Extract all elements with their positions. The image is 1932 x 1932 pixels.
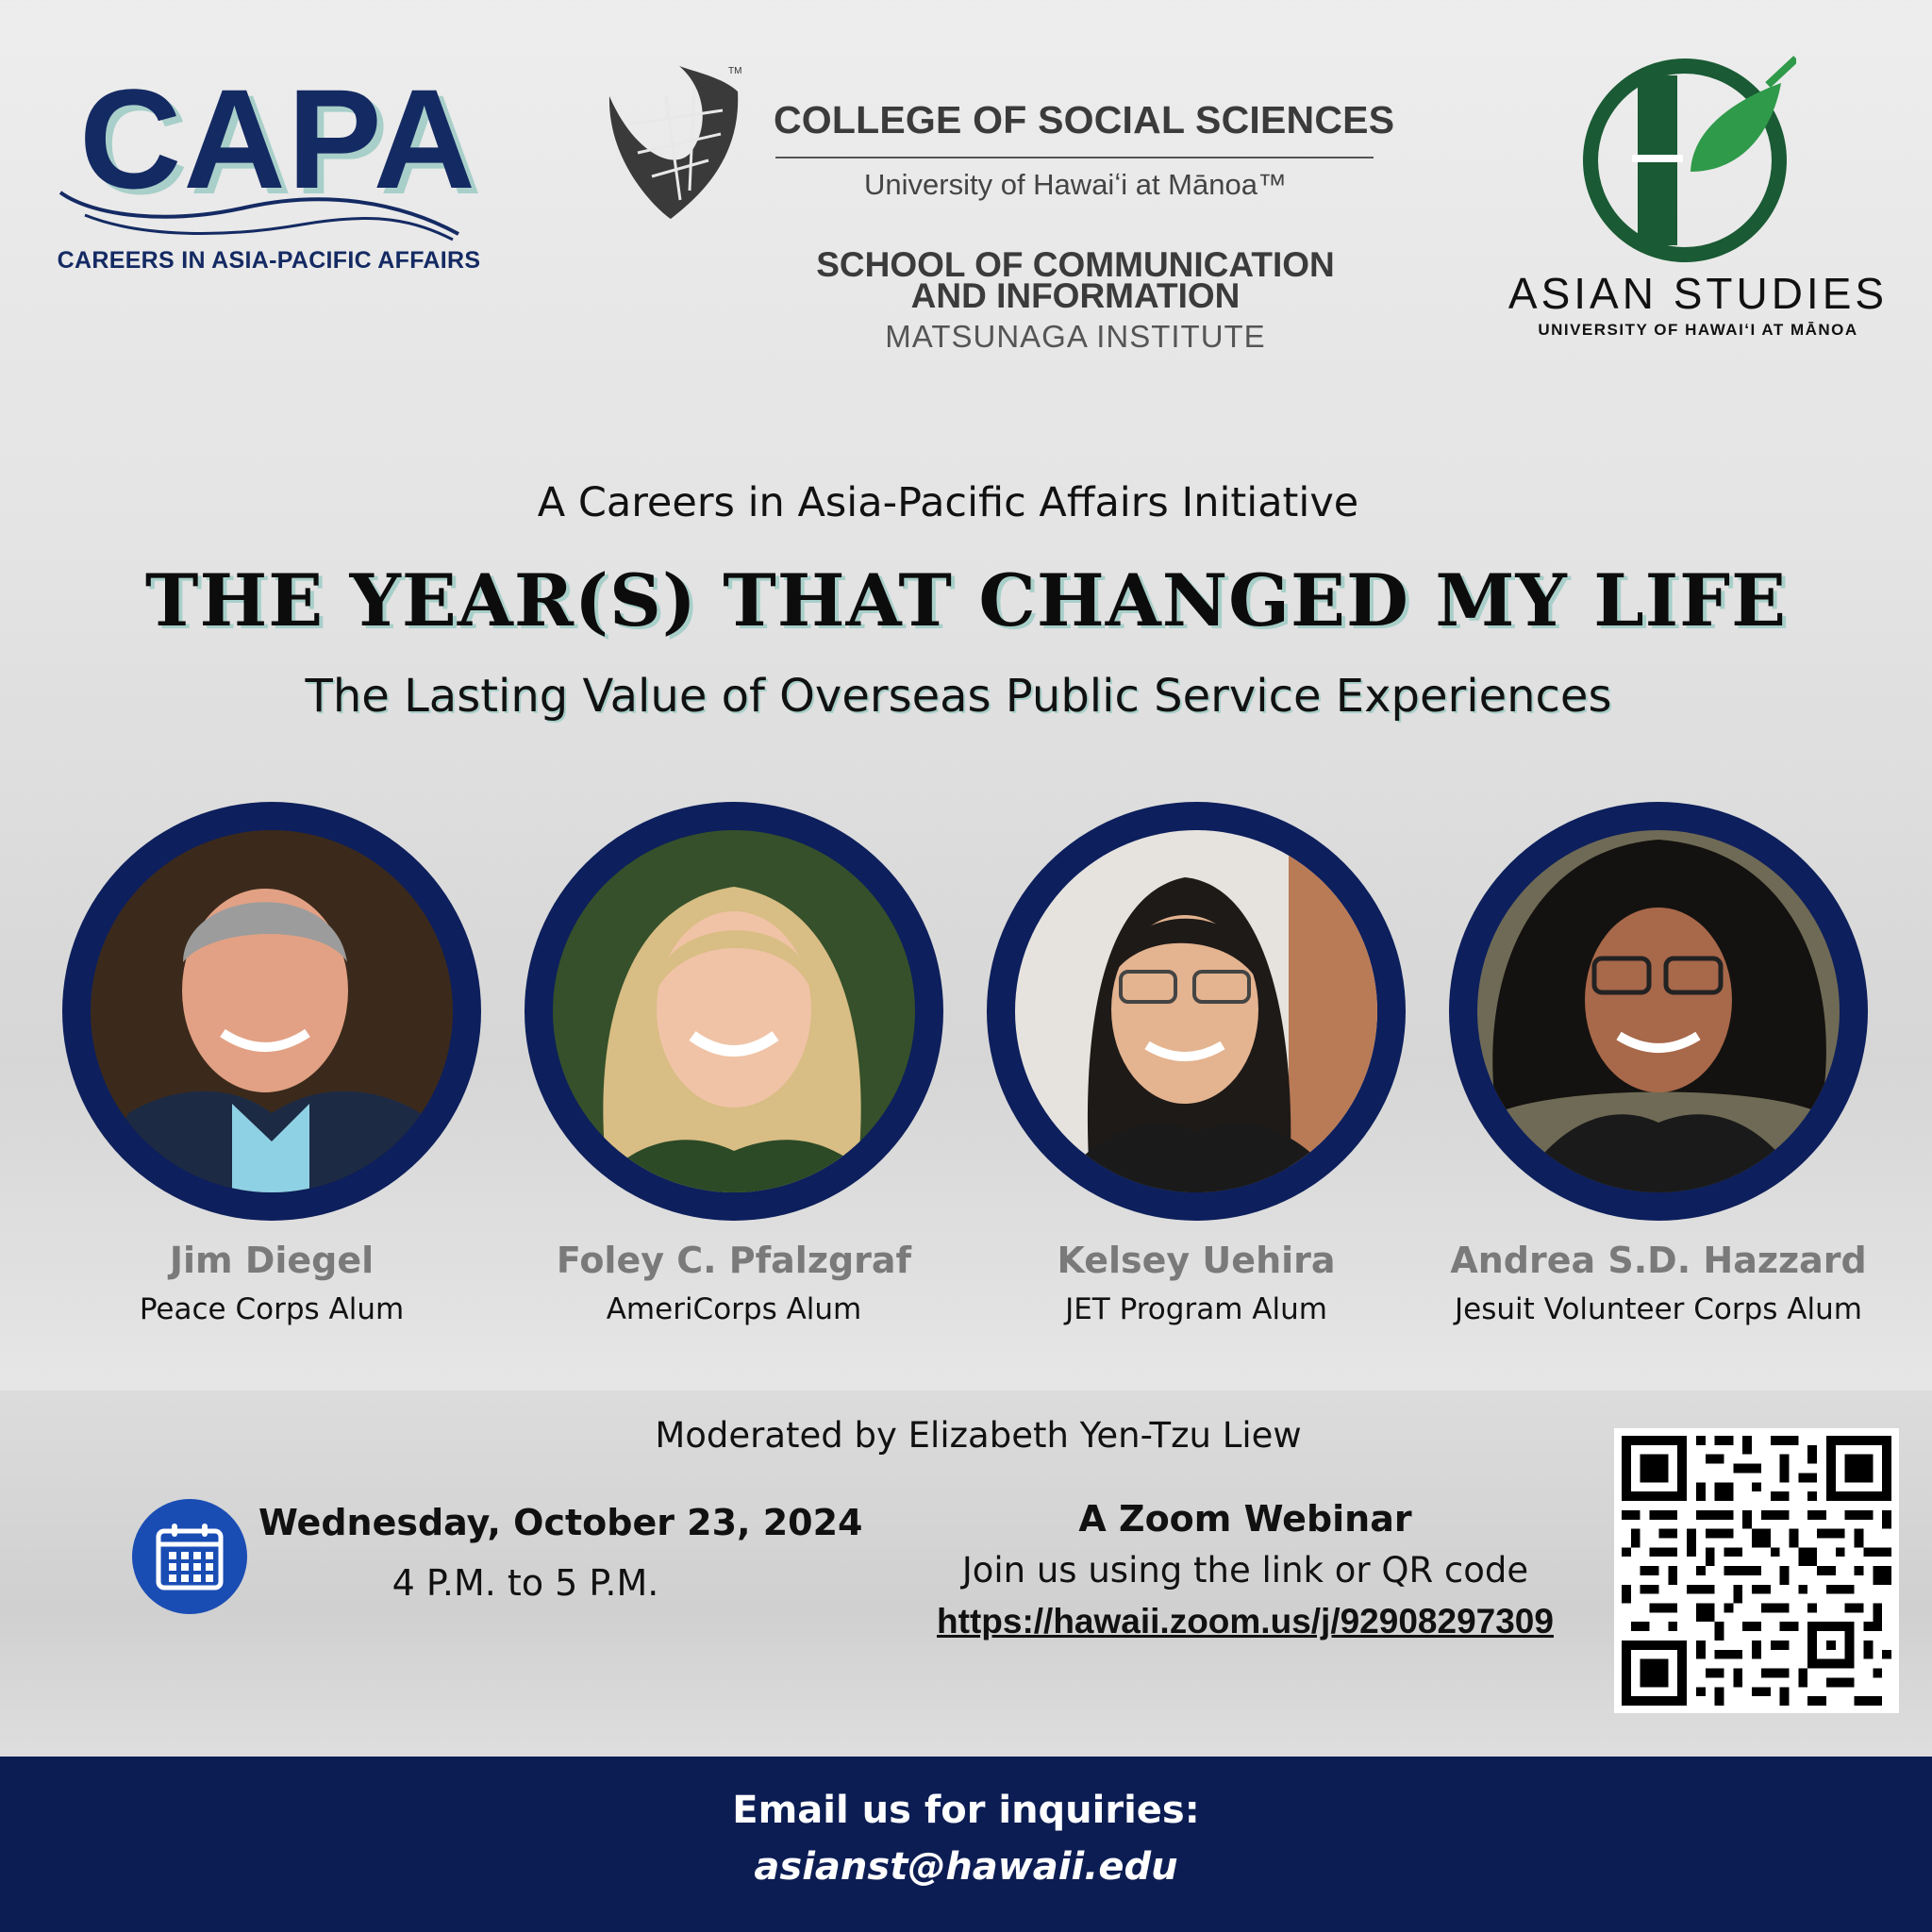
speaker-photo xyxy=(1449,802,1868,1221)
qr-code[interactable] xyxy=(1614,1428,1899,1713)
speaker-role: JET Program Alum xyxy=(1065,1292,1327,1326)
capa-logo-wordmark: CAPA xyxy=(79,59,477,218)
footer-bar xyxy=(0,1757,1932,1932)
asian-studies-university: UNIVERSITY OF HAWAIʻI AT MĀNOA xyxy=(1538,321,1858,339)
speaker-name: Kelsey Uehira xyxy=(1057,1240,1336,1281)
capa-tagline: CAREERS IN ASIA-PACIFIC AFFAIRS xyxy=(57,247,481,274)
speaker-photo xyxy=(525,802,943,1221)
asian-studies-emblem-icon xyxy=(1579,51,1796,268)
speaker-card xyxy=(26,802,517,1326)
portrait-placeholder-icon xyxy=(553,830,915,1192)
speaker-card xyxy=(489,802,979,1326)
speaker-name: Andrea S.D. Hazzard xyxy=(1450,1240,1867,1281)
zoom-link[interactable]: https://hawaii.zoom.us/j/92908297309 xyxy=(937,1602,1554,1641)
capa-wave-icon xyxy=(57,179,462,245)
event-subtitle: The Lasting Value of Overseas Public Service Experiences xyxy=(305,670,1612,723)
event-date: Wednesday, October 23, 2024 xyxy=(258,1502,863,1543)
join-instructions: Join us using the link or QR code xyxy=(961,1550,1529,1591)
portrait-placeholder-icon xyxy=(91,830,453,1192)
college-emblem-icon xyxy=(600,58,741,224)
speaker-role: AmeriCorps Alum xyxy=(606,1292,862,1326)
calendar-icon xyxy=(156,1522,224,1591)
institute-name: MATSUNAGA INSTITUTE xyxy=(885,319,1266,354)
portrait-placeholder-icon xyxy=(1477,830,1840,1192)
school-name-line2: AND INFORMATION xyxy=(910,276,1241,315)
college-divider xyxy=(775,157,1374,158)
speaker-name: Foley C. Pfalzgraf xyxy=(556,1240,912,1281)
speaker-card xyxy=(1413,802,1904,1326)
portrait-placeholder-icon xyxy=(1015,830,1377,1192)
speaker-photo xyxy=(987,802,1406,1221)
contact-email-link[interactable]: asianst@hawaii.edu xyxy=(754,1845,1178,1889)
speaker-role: Jesuit Volunteer Corps Alum xyxy=(1455,1292,1862,1326)
event-time: 4 P.M. to 5 P.M. xyxy=(391,1562,659,1604)
event-title: THE YEAR(S) THAT CHANGED MY LIFE xyxy=(144,558,1788,642)
initiative-line: A Careers in Asia-Pacific Affairs Initiative xyxy=(537,479,1359,526)
asian-studies-title: ASIAN STUDIES xyxy=(1507,269,1889,318)
speaker-photo xyxy=(62,802,481,1221)
college-title: COLLEGE OF SOCIAL SCIENCES xyxy=(774,98,1395,142)
moderator-line: Moderated by Elizabeth Yen-Tzu Liew xyxy=(655,1415,1302,1456)
calendar-badge xyxy=(132,1499,247,1614)
speaker-card xyxy=(951,802,1441,1326)
speaker-role: Peace Corps Alum xyxy=(139,1292,405,1326)
qr-code-icon xyxy=(1622,1436,1891,1706)
webinar-format: A Zoom Webinar xyxy=(1078,1498,1412,1540)
footer-label: Email us for inquiries: xyxy=(732,1789,1200,1832)
speaker-name: Jim Diegel xyxy=(169,1240,375,1281)
svg-text:TM: TM xyxy=(728,66,741,76)
college-university: University of Hawaiʻi at Mānoa™ xyxy=(864,168,1287,201)
school-name-line1: SCHOOL OF COMMUNICATION xyxy=(816,245,1335,284)
